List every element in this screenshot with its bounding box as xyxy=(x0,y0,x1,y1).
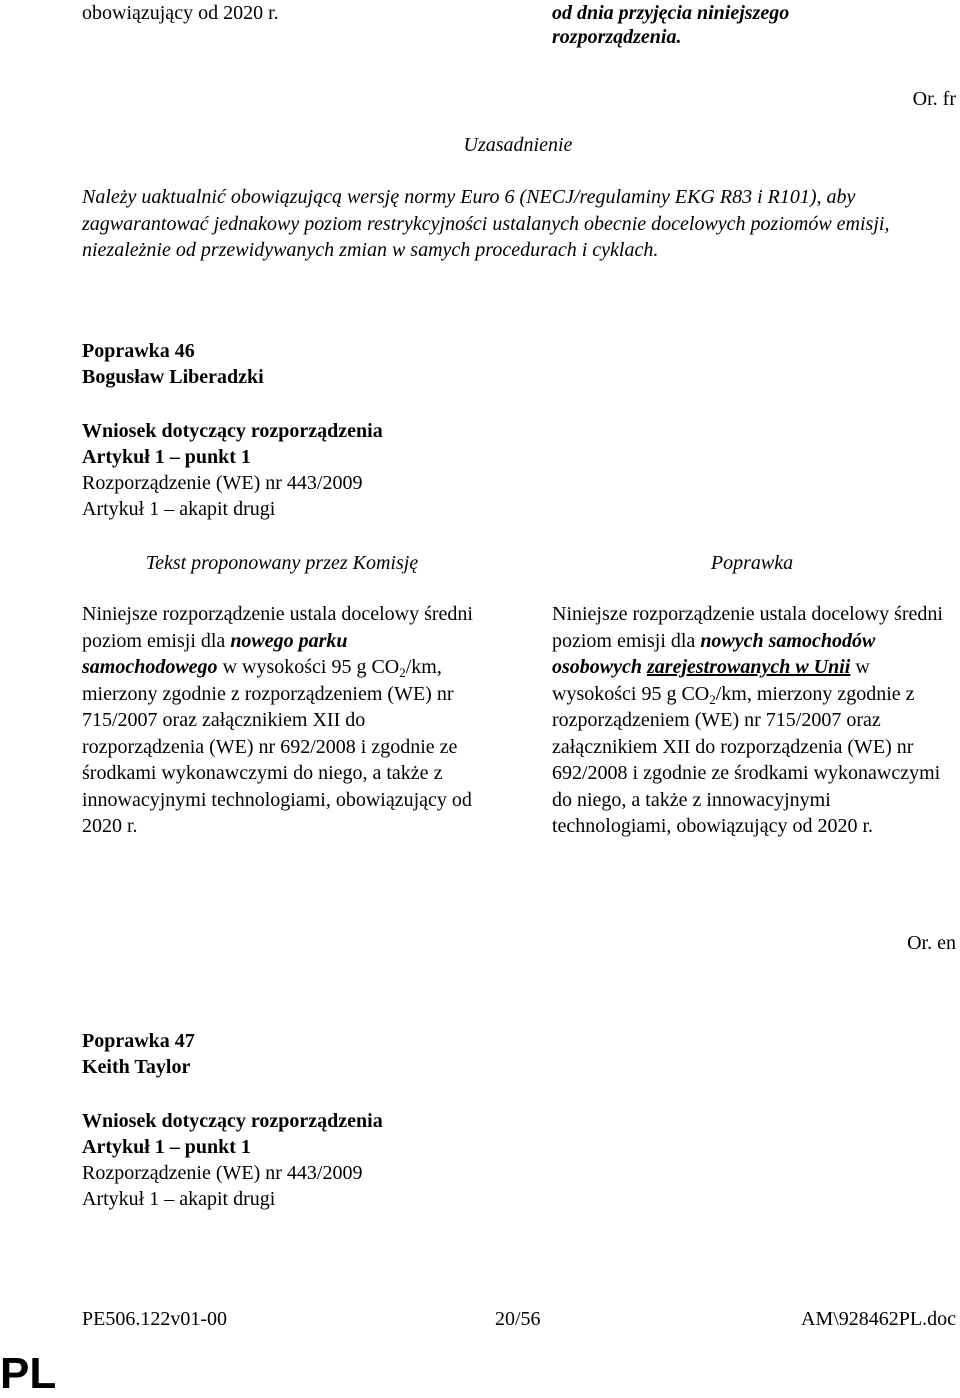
previous-left-continuation: obowiązujący od 2020 r. xyxy=(82,2,279,24)
amendment-text: Niniejsze rozporządzenie ustala docelowy średni poziom emisji dla nowych samochodów osobowych zarejestrowanych w Unii w wysokości 95 g $CO_2/km$, mierzony zgodnie z rozporządzeniem (WE) nr 715/2007 oraz załącznikiem XII do rozporządzenia (WE) nr 692/2008 i zgodnie ze środkami wykonawczymi do niego, a także z innowacyjnymi technologiami, obowiązujący od 2020 r. xyxy=(552,603,943,837)
amendment-46-ref-article: Artykuł 1 – punkt 1 xyxy=(82,446,251,468)
amendment-46-title xyxy=(82,338,195,365)
amendment-47-ref-regulation: Rozporządzenie (WE) nr 443/2009 xyxy=(82,1162,363,1184)
previous-right-continuation-line1: od dnia przyjęcia niniejszego xyxy=(552,2,790,24)
commission-text: Niniejsze rozporządzenie ustala docelowy średni poziom emisji dla nowego parku samochodowego w wysokości 95 g $CO_2/km$, mierzony zgodnie z rozporządzeniem (WE) nr 715/2007 oraz załącznikiem XII do rozporządzenia (WE) nr 692/2008 i zgodnie ze środkami wykonawczymi do niego, a także z innowacyjnymi technologiami, obowiązujący od 2020 r. xyxy=(82,603,473,837)
amendment-47-ref-article: Artykuł 1 – punkt 1 xyxy=(82,1136,251,1158)
amendment-46-ref-paragraph: Artykuł 1 – akapit drugi xyxy=(82,498,276,520)
amendment-46-author: Bogusław Liberadzki xyxy=(82,366,264,388)
amendment-label: Poprawka xyxy=(82,340,170,362)
amendment-46-ref-proposal: Wniosek dotyczący rozporządzenia xyxy=(82,420,383,442)
amendment-47-author: Keith Taylor xyxy=(82,1056,191,1078)
amendment-number: 46 xyxy=(174,340,195,362)
original-language-fr: Or. fr xyxy=(912,88,956,110)
justification-text: Należy uaktualnić obowiązującą wersję normy Euro 6 (NECJ/regulaminy EKG R83 i R101), aby zagwarantować jednakowy poziom restrykcyjności ustalanych obecnie docelowych poziomów emisji, niezależnie od przewidywanych zmian w samych procedurach i cyklach. xyxy=(82,186,890,261)
previous-right-continuation-line2: rozporządzenia. xyxy=(552,26,682,48)
amendment-47-ref-paragraph: Artykuł 1 – akapit drugi xyxy=(82,1188,276,1210)
amendment-47-title xyxy=(82,1028,195,1055)
amendment-47-ref-proposal: Wniosek dotyczący rozporządzenia xyxy=(82,1110,383,1132)
footer-page-number: 20/56 xyxy=(495,1308,541,1330)
footer-document-reference: PE506.122v01-00 xyxy=(82,1308,227,1330)
footer-file-name: AM\928462PL.doc xyxy=(801,1308,956,1330)
column-heading-commission: Tekst proponowany przez Komisję xyxy=(145,552,419,574)
amendment-46-ref-regulation: Rozporządzenie (WE) nr 443/2009 xyxy=(82,472,363,494)
language-mark: PL xyxy=(0,1349,57,1398)
column-heading-amendment: Poprawka xyxy=(710,552,794,574)
original-language-en: Or. en xyxy=(907,932,956,954)
amendment-number: 47 xyxy=(174,1030,195,1052)
amendment-label: Poprawka xyxy=(82,1030,170,1052)
justification-heading: Uzasadnienie xyxy=(463,134,573,156)
